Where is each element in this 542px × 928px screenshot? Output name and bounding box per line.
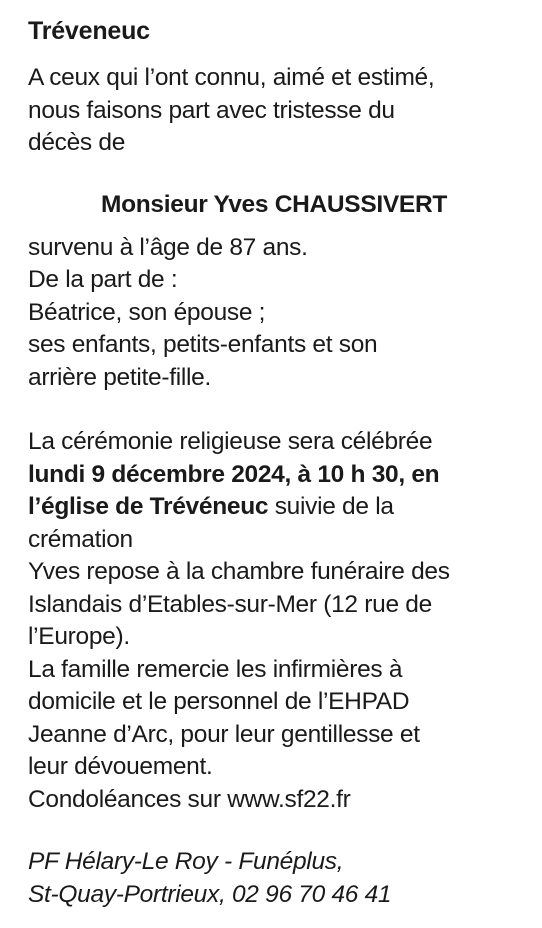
ceremony-line: La cérémonie religieuse sera célébrée bbox=[28, 428, 433, 455]
family-line: ses enfants, petits-enfants et son bbox=[28, 331, 378, 358]
family-line: Béatrice, son épouse ; bbox=[28, 298, 266, 326]
details-line: domicile et le personnel de l’EHPAD bbox=[28, 688, 410, 715]
family-line: arrière petite-fille. bbox=[28, 363, 211, 391]
funeral-home-name: PF Hélary-Le Roy - Funéplus, bbox=[28, 848, 344, 875]
intro-paragraph bbox=[28, 62, 528, 160]
ceremony-date: lundi 9 décembre 2024, à 10 h 30, en bbox=[28, 460, 440, 488]
condolences-line: Condoléances sur www.sf22.fr bbox=[28, 785, 351, 813]
details-line: leur dévouement. bbox=[28, 753, 213, 780]
intro-line: A ceux qui l’ont connu, aimé et estimé, bbox=[28, 64, 435, 91]
funeral-home-signature bbox=[28, 846, 528, 911]
details-line: l’Europe). bbox=[28, 623, 130, 650]
ceremony-place-rest: suivie de la bbox=[268, 493, 394, 520]
intro-line: nous faisons part avec tristesse du bbox=[28, 96, 395, 124]
town-heading: Tréveneuc bbox=[28, 17, 150, 45]
intro-line: décès de bbox=[28, 129, 126, 156]
details-line: Yves repose à la chambre funéraire des bbox=[28, 558, 450, 585]
ceremony-line: crémation bbox=[28, 525, 133, 553]
details-line: Jeanne d’Arc, pour leur gentillesse et bbox=[28, 720, 420, 748]
details-line: Islandais d’Etables-sur-Mer (12 rue de bbox=[28, 590, 432, 618]
details-line: La famille remercie les infirmières à bbox=[28, 655, 403, 683]
ceremony-place: l’église de Trévéneuc bbox=[28, 493, 269, 520]
family-line: De la part de : bbox=[28, 266, 178, 293]
ceremony-place-line bbox=[28, 491, 528, 524]
deceased-name: Monsieur Yves CHAUSSIVERT bbox=[100, 190, 448, 218]
obituary-notice bbox=[28, 14, 528, 911]
family-paragraph bbox=[28, 232, 528, 395]
funeral-home-contact: St-Quay-Portrieux, 02 96 70 46 41 bbox=[28, 880, 392, 908]
ceremony-paragraph bbox=[28, 426, 528, 816]
family-line: survenu à l’âge de 87 ans. bbox=[28, 233, 308, 261]
